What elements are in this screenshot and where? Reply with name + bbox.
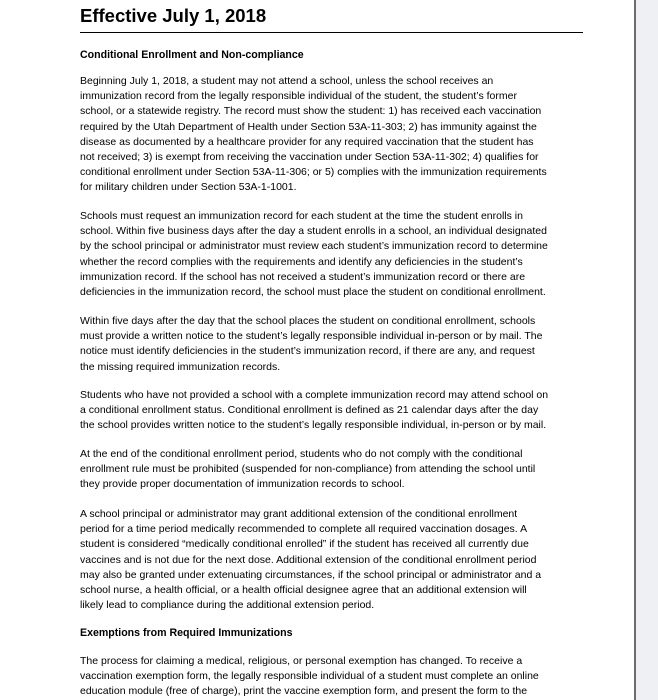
paragraph-line: the missing required immunization records. [80, 360, 281, 373]
paragraph-line: immunization record. If the school has not received a student’s immunization record or there are [80, 270, 526, 283]
paragraph-2 [80, 209, 584, 300]
paragraph-line: they provide proper documentation of immunization records to school. [80, 478, 405, 491]
paragraph-line: immunization record from the legally responsible individual of the student, the student’s former [80, 90, 517, 103]
paragraph-line: must provide a written notice to the student’s legally responsible individual in-person or by mail. The [80, 330, 543, 343]
paragraph-line: Schools must request an immunization record for each student at the time the student enrolls in [80, 210, 523, 222]
paragraph-line: a conditional enrollment status. Conditional enrollment is defined as 21 calendar days after the day [80, 404, 539, 417]
paragraph-line: likely lead to compliance during the additional extension period. [80, 599, 375, 612]
paragraph-line: period for a time period medically recommended to complete all required vaccination dosages. A [80, 523, 528, 536]
paragraph-line: vaccines and is not due for the next dose. Additional extension of the conditional enrollment period [80, 553, 537, 566]
paragraph-line: notice must identify deficiencies in the student’s immunization record, if there are any, and request [80, 345, 535, 358]
paragraph-line: may also be granted under extenuating circumstances, if the school principal or administrator and a [80, 568, 542, 581]
paragraph-line: by the school principal or administrator must review each student’s immunization record to determine [80, 240, 548, 253]
paragraph-line: disease as documented by a healthcare provider for any required vaccination that the student has [80, 135, 534, 148]
section-heading-exemptions: Exemptions from Required Immunizations [80, 627, 293, 639]
paragraph-line: whether the record complies with the requirements and identify any deficiencies in the student’s [80, 255, 523, 268]
section-heading-conditional-enrollment: Conditional Enrollment and Non-compliance [80, 49, 304, 61]
paragraph-line: Beginning July 1, 2018, a student may not attend a school, unless the school receives an [80, 75, 494, 87]
paragraph-line: the school provides written notice to the student’s legally responsible individual, in-person or by mail. [80, 419, 547, 432]
paragraph-line: enrollment rule must be prohibited (suspended for non-compliance) from attending the school until [80, 463, 536, 476]
paragraph-1 [80, 74, 584, 196]
paragraph-line: The process for claiming a medical, religious, or personal exemption has changed. To receive a [80, 655, 523, 667]
paragraph-line: A school principal or administrator may grant additional extension of the conditional enrollment [80, 508, 518, 520]
paragraph-4 [80, 388, 584, 434]
paragraph-line: school nurse, a health official, or a health official designee agree that an additional extension will [80, 584, 527, 597]
paragraph-6 [80, 507, 584, 613]
paragraph-line: education module (free of charge), print the vaccine exemption form, and present the form to the [80, 685, 528, 698]
paragraph-line: not received; 3) is exempt from receiving the vaccination under Section 53A-11-302; 4) qualifies for [80, 151, 539, 164]
paragraph-line: At the end of the conditional enrollment period, students who do not comply with the conditional [80, 448, 523, 460]
paragraph-line: conditional enrollment under Section 53A-11-306; or 5) complies with the immunization requirements [80, 166, 547, 179]
paragraph-line: school, or a statewide registry. The record must show the student: 1) has received each vaccination [80, 105, 542, 118]
paragraph-line: for military children under Section 53A-1-1001. [80, 181, 297, 194]
paragraph-line: vaccination exemption form, the legally responsible individual of a student must complete an online [80, 670, 539, 683]
paragraph-line: deficiencies in the immunization record, the school must place the student on conditional enrollment. [80, 286, 546, 299]
paragraph-3 [80, 314, 584, 375]
paragraph-5 [80, 447, 584, 493]
paragraph-line: school. Within five business days after the day a student enrolls in a school, an individual designated [80, 225, 547, 238]
page-title: Effective July 1, 2018 [80, 5, 267, 26]
paragraph-line: Within five days after the day that the school places the student on conditional enrollment, schools [80, 315, 536, 327]
paragraph-exemptions [80, 654, 584, 700]
paragraph-line: Students who have not provided a school with a complete immunization record may attend school on [80, 389, 549, 401]
viewer-background [636, 0, 658, 700]
paragraph-line: required by the Utah Department of Health under Section 53A-11-303; 2) has immunity against the [80, 120, 537, 133]
paragraph-line: student is considered “medically conditional enrolled” if the student has received all currently due [80, 538, 529, 551]
title-divider [80, 32, 583, 33]
